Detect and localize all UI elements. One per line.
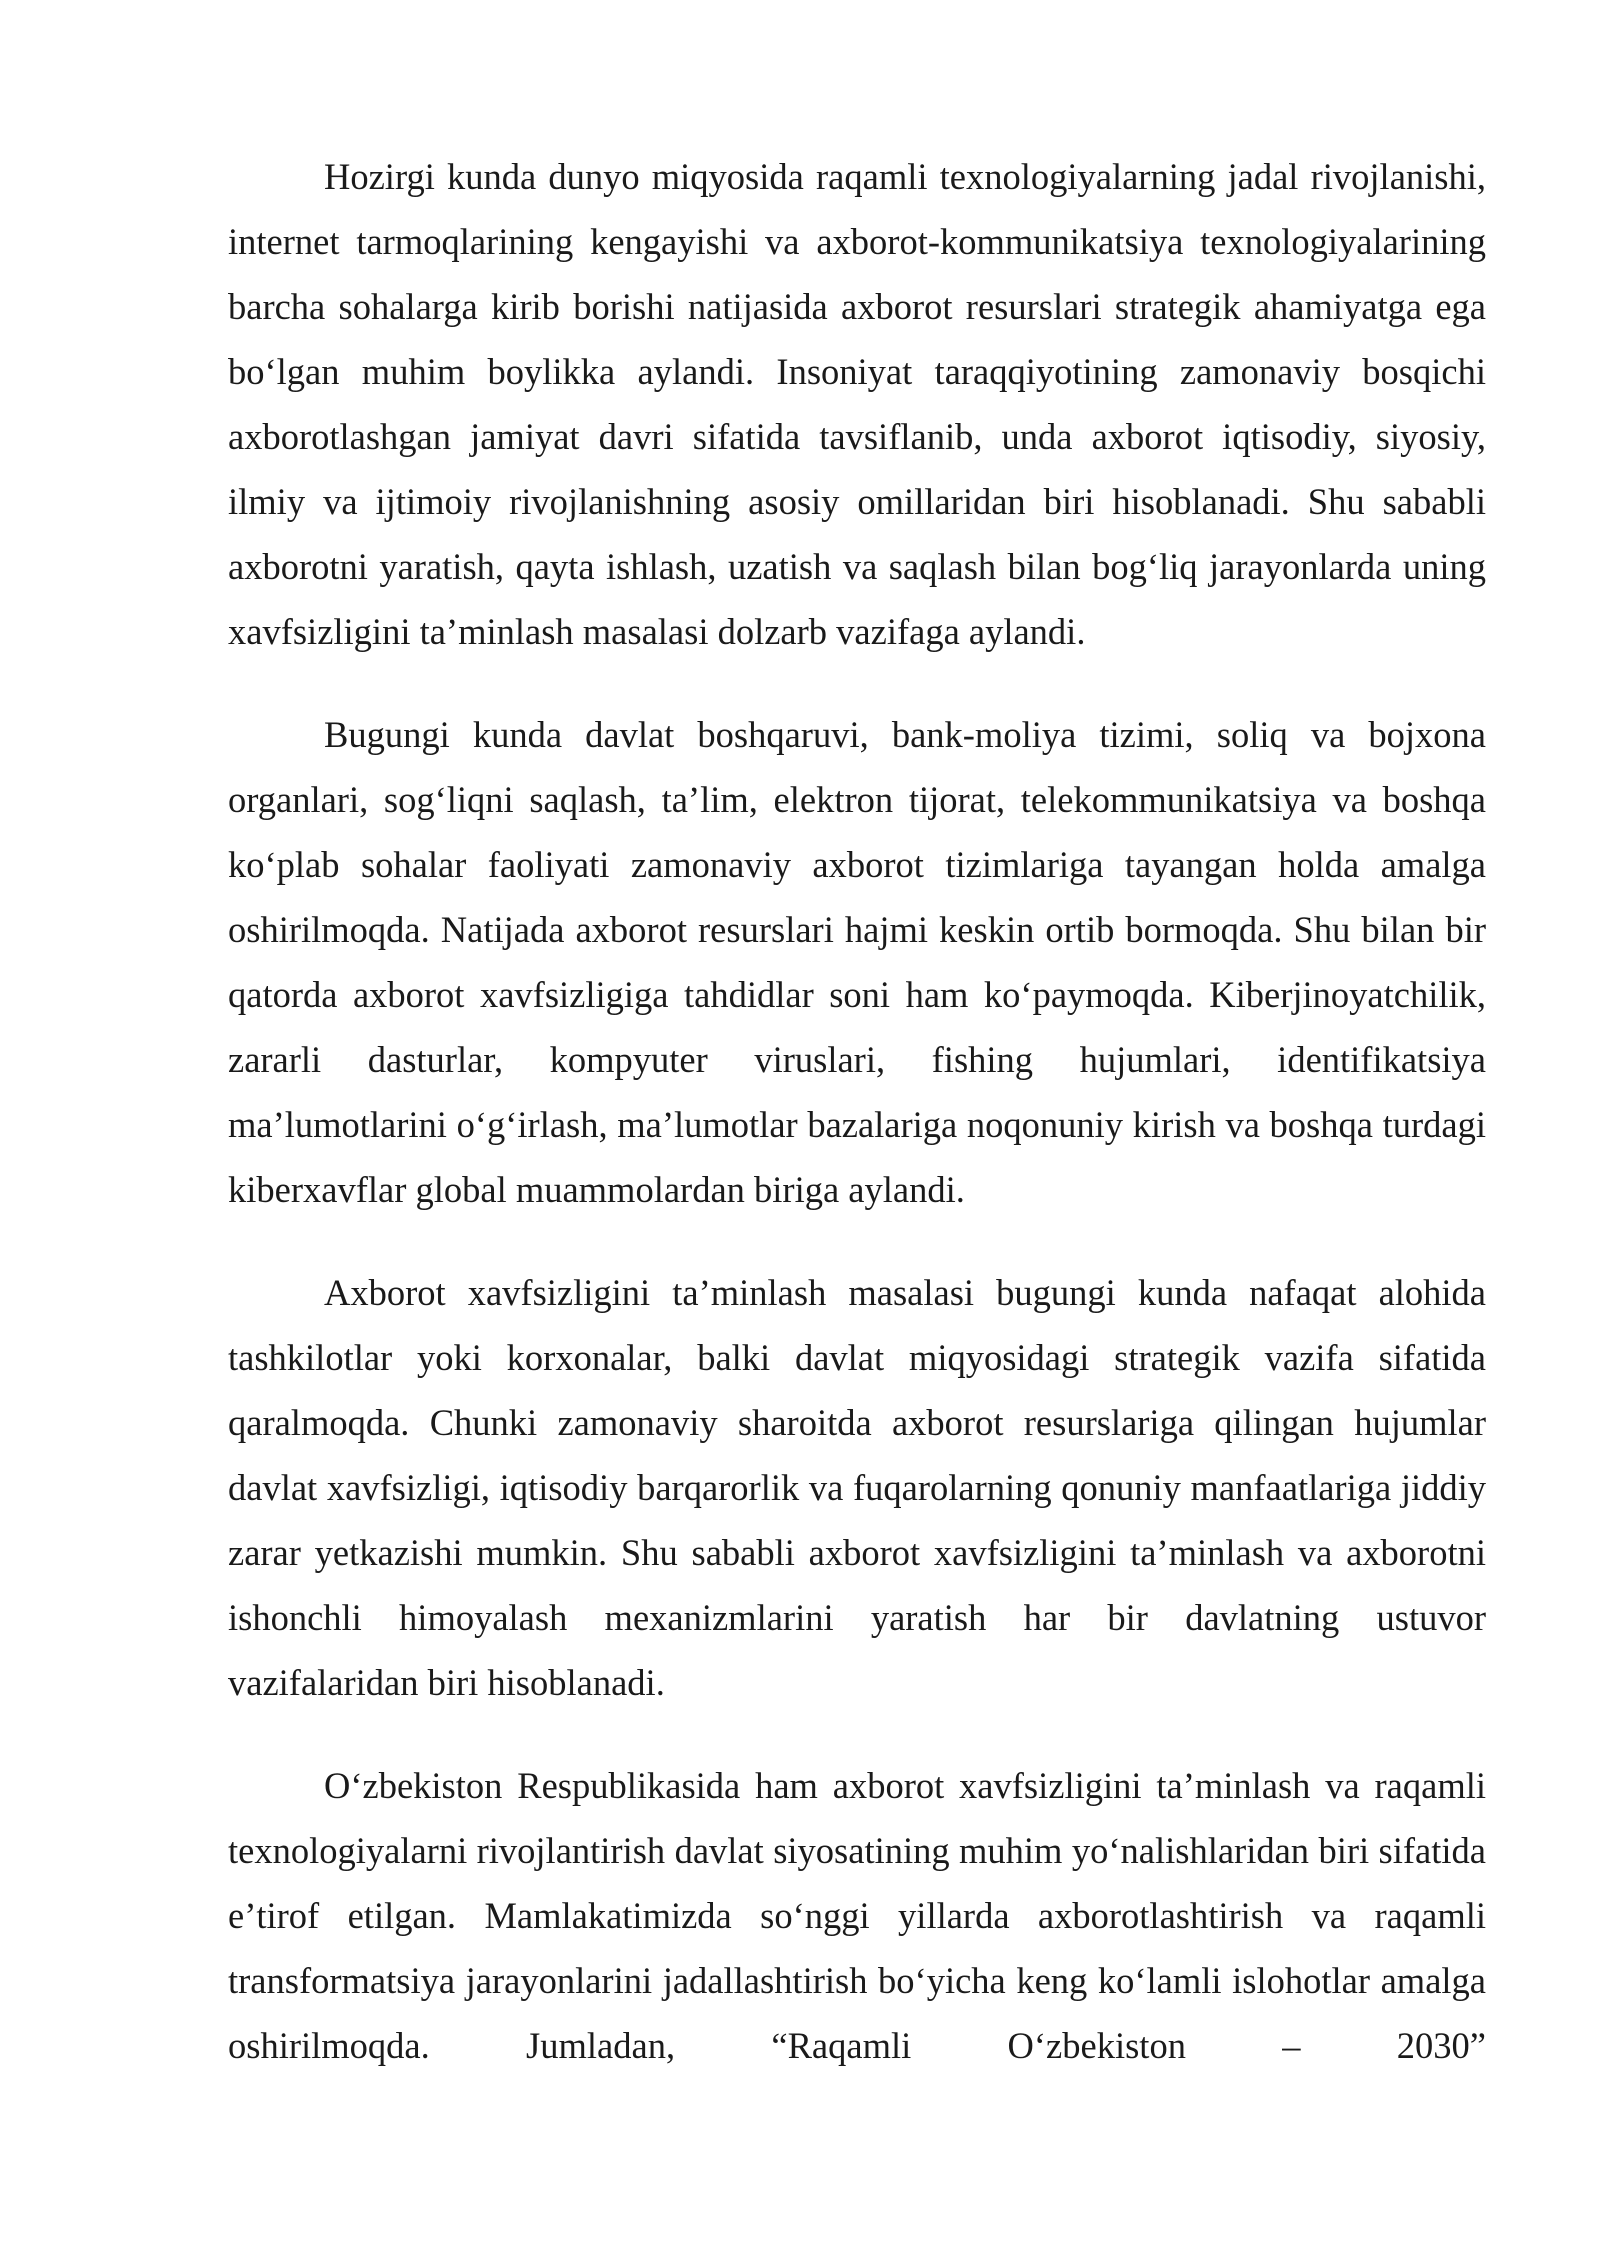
document-page <box>228 144 1486 2078</box>
paragraph-1: Hozirgi kunda dunyo miqyosida raqamli texnologiyalarning jadal rivojlanishi, internet tarmoqlarining kengayishi va axborot-kommunikatsiya texnologiyalarining barcha sohalarga kirib borishi natijasida axborot resurslari strategik ahamiyatga ega boʻlgan muhim boylikka aylandi. Insoniyat taraqqiyotining zamonaviy bosqichi axborotlashgan jamiyat davri sifatida tavsiflanib, unda axborot iqtisodiy, siyosiy, ilmiy va ijtimoiy rivojlanishning asosiy omillaridan biri hisoblanadi. Shu sababli axborotni yaratish, qayta ishlash, uzatish va saqlash bilan bogʻliq jarayonlarda uning xavfsizligini taʼminlash masalasi dolzarb vazifaga aylandi. <box>228 156 1486 652</box>
paragraph-3: Axborot xavfsizligini taʼminlash masalasi bugungi kunda nafaqat alohida tashkilotlar yoki korxonalar, balki davlat miqyosidagi strategik vazifa sifatida qaralmoqda. Chunki zamonaviy sharoitda axborot resurslariga qilingan hujumlar davlat xavfsizligi, iqtisodiy barqarorlik va fuqarolarning qonuniy manfaatlariga jiddiy zarar yetkazishi mumkin. Shu sababli axborot xavfsizligini taʼminlash va axborotni ishonchli himoyalash mexanizmlarini yaratish har bir davlatning ustuvor vazifalaridan biri hisoblanadi. <box>228 1272 1486 1703</box>
paragraph-4: Oʻzbekiston Respublikasida ham axborot xavfsizligini taʼminlash va raqamli texnologiyalarni rivojlantirish davlat siyosatining muhim yoʻnalishlaridan biri sifatida eʼtirof etilgan. Mamlakatimizda soʻnggi yillarda axborotlashtirish va raqamli transformatsiya jarayonlarini jadallashtirish boʻyicha keng koʻlamli islohotlar amalga oshirilmoqda. Jumladan, “Raqamli Oʻzbekiston – 2030” <box>228 1765 1486 2066</box>
paragraph-2: Bugungi kunda davlat boshqaruvi, bank-moliya tizimi, soliq va bojxona organlari, sogʻliqni saqlash, taʼlim, elektron tijorat, telekommunikatsiya va boshqa koʻplab sohalar faoliyati zamonaviy axborot tizimlariga tayangan holda amalga oshirilmoqda. Natijada axborot resurslari hajmi keskin ortib bormoqda. Shu bilan bir qatorda axborot xavfsizligiga tahdidlar soni ham koʻpaymoqda. Kiberjinoyatchilik, zararli dasturlar, kompyuter viruslari, fishing hujumlari, identifikatsiya maʼlumotlarini oʻgʻirlash, maʼlumotlar bazalariga noqonuniy kirish va boshqa turdagi kiberxavflar global muammolardan biriga aylandi. <box>228 714 1486 1210</box>
